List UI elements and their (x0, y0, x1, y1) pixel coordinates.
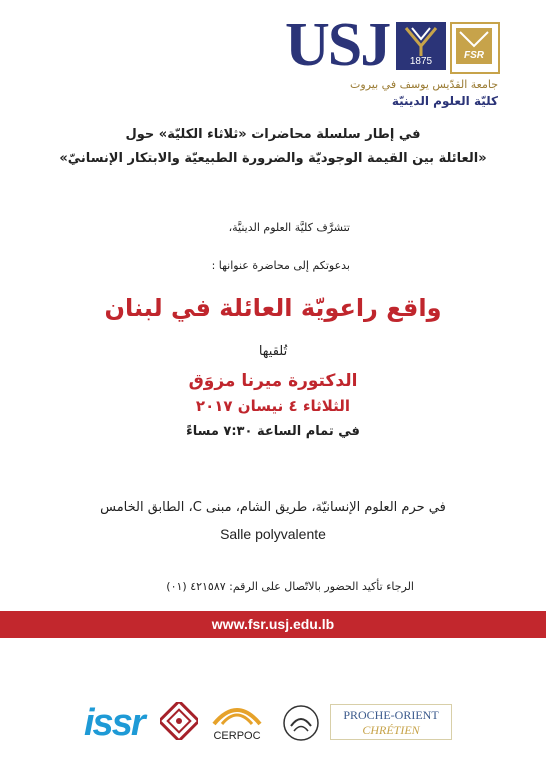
poc-line-2: CHRÉTIEN (362, 723, 420, 737)
calligraphy-logo-icon (282, 704, 320, 746)
usj-logo-text: USJ (285, 11, 390, 79)
venue-hall: Salle polyvalente (220, 526, 326, 542)
lecture-title: واقع راعويّة العائلة في لبنان (104, 294, 442, 322)
fsr-logo-text: FSR (464, 50, 484, 61)
cerpoc-logo-text: CERPOC (213, 730, 261, 742)
issr-logo-text: issr (84, 702, 144, 744)
faculty-name: كليّة العلوم الدينيّة (391, 94, 498, 108)
issr-logo (84, 702, 144, 745)
ornament-logo-icon (160, 702, 198, 744)
website-link[interactable]: www.fsr.usj.edu.lb (211, 616, 335, 632)
lecture-date: الثلاثاء ٤ نيسان ٢٠١٧ (195, 397, 351, 415)
presented-by: تُلقيها (258, 344, 288, 359)
cerpoc-sun-icon (208, 700, 266, 726)
usj-year: 1875 (409, 56, 433, 67)
invite-line-2: بدعوتكم إلى محاضرة عنوانها : (211, 259, 350, 272)
series-intro: في إطار سلسلة محاضرات «ثلاثاء الكليّة» حول (125, 127, 421, 142)
venue-address: في حرم العلوم الإنسانيّة، طريق الشام، مبنى C، الطابق الخامس (100, 500, 446, 515)
speaker-name: الدكتورة ميرنا مزوَق (188, 371, 358, 391)
proche-orient-chretien-logo (330, 704, 452, 740)
cerpoc-logo (208, 700, 266, 742)
invite-line-1: تتشرَّف كليَّة العلوم الدينيَّة، (228, 221, 350, 234)
university-name: جامعة القدّيس يوسف في بيروت (350, 78, 498, 91)
rsvp-text: الرجاء تأكيد الحضور بالاتّصال على الرقم: ٤٢١٥٨٧ (٠١) (166, 580, 414, 593)
series-theme: «العائلة بين القيمة الوجوديّة والضرورة الطبيعيّة والابتكار الإنسانيّ» (59, 151, 487, 166)
lecture-time: في تمام الساعة ٧:٣٠ مساءً (186, 424, 360, 439)
poc-line-1: PROCHE-ORIENT (343, 708, 439, 722)
